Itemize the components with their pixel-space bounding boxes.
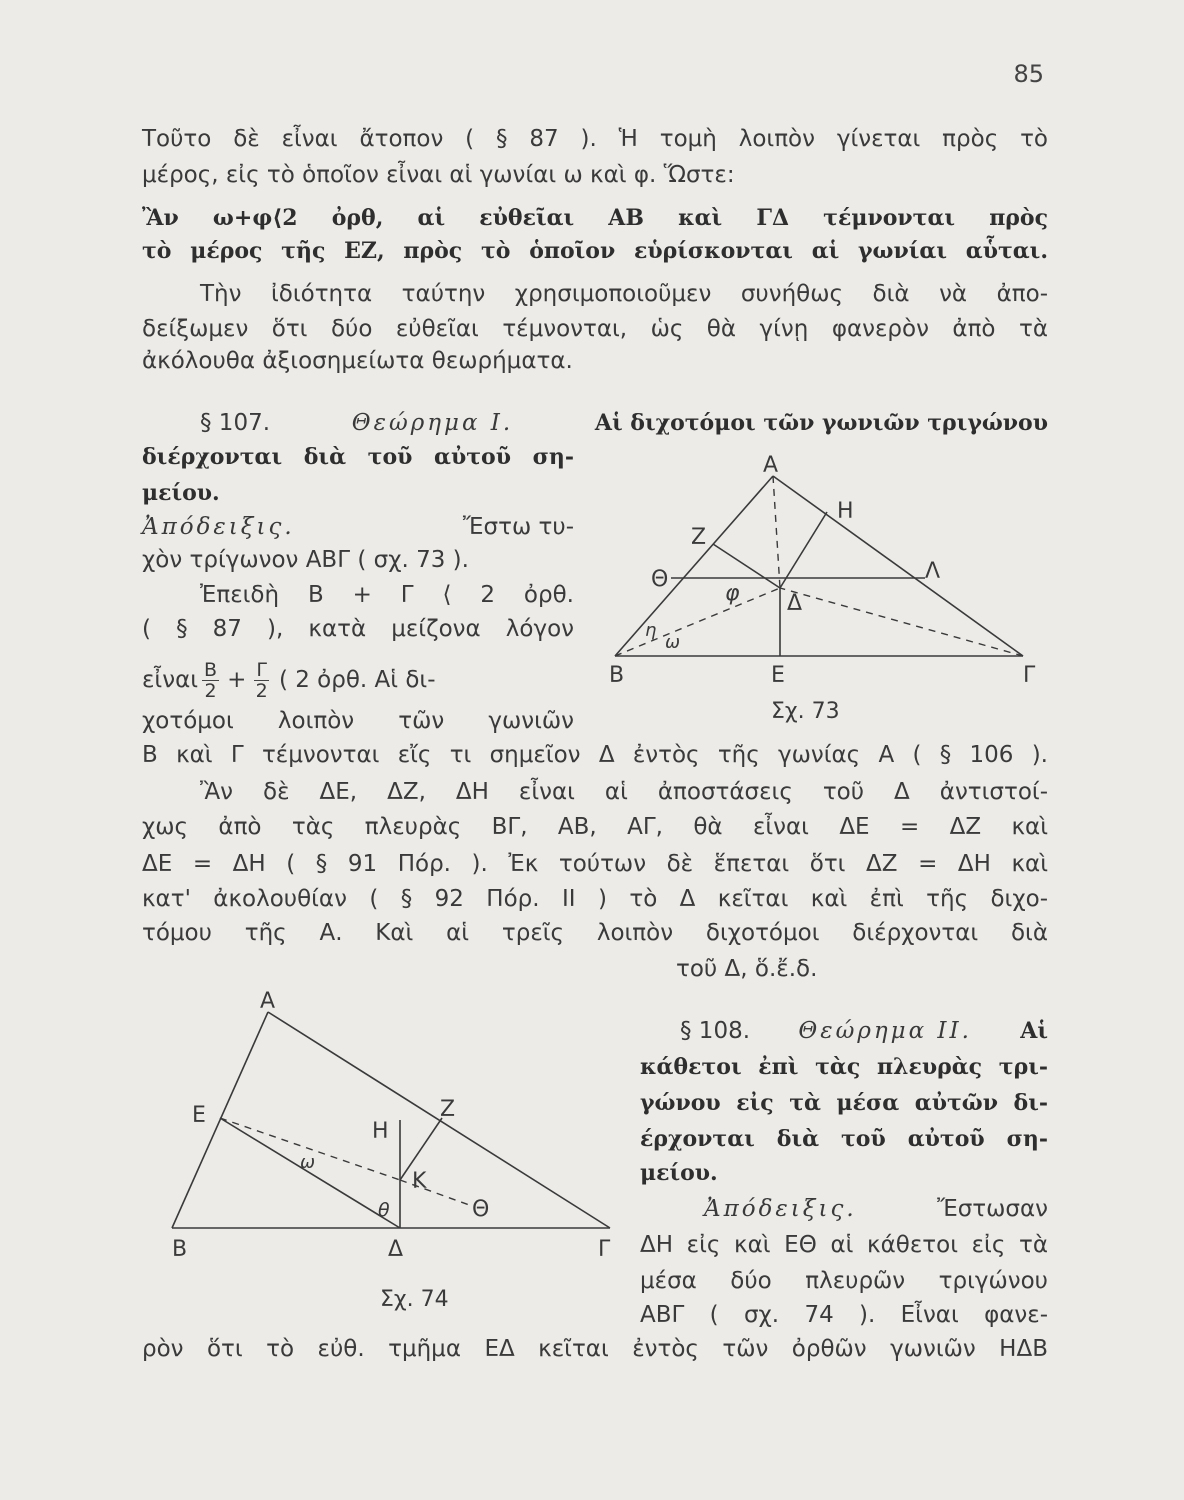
proof-line-1 <box>142 512 574 542</box>
label-theta-small: θ <box>378 1199 390 1221</box>
section-108-heading <box>680 1016 1048 1046</box>
perp-dz <box>713 544 780 588</box>
text-line-5: Τὴν ἰδιότητα ταύτην χρησιμοποιοῦμεν συνήθως διὰ νὰ ἀπο- <box>200 281 1048 307</box>
proof-line-9: χως ἀπὸ τὰς πλευρὰς ΒΓ, ΑΒ, ΑΓ, θὰ εἶναι ΔΕ = ΔΖ καὶ <box>142 814 1048 840</box>
theorem-statement-2: τὸ μέρος τῆς ΕΖ, πρὸς τὸ ὁποῖον εὑρίσκονται αἱ γωνίαι αὗται. <box>142 238 1048 264</box>
label-a: Α <box>763 453 779 478</box>
label-theta: Θ <box>651 567 669 592</box>
text-orth: ( 2 ὀρθ. Αἱ δι- <box>278 667 436 693</box>
label-e-74: Ε <box>192 1103 206 1128</box>
proof-line-3: Ἐπειδὴ Β + Γ ⟨ 2 ὀρθ. <box>200 582 574 608</box>
label-eta: η <box>645 620 657 641</box>
proof-label-2: Ἀπόδειξις. <box>704 1196 857 1222</box>
label-omega-74: ω <box>300 1152 316 1173</box>
label-d: Δ <box>787 591 803 616</box>
proof-line-7: Β καὶ Γ τέμνονται εἴς τι σημεῖον Δ ἐντὸς τῆς γωνίας Α ( § 106 ). <box>142 742 1048 768</box>
text-line-6: δείξωμεν ὅτι δύο εὐθεῖαι τέμνονται, ὡς θὰ γίνῃ φανερὸν ἀπὸ τὰ <box>142 316 1048 342</box>
perp-dh <box>780 512 827 588</box>
theorem-statement-1: Ἂν ω+φ⟨2 ὀρθ, αἱ εὐθεῖαι ΑΒ καὶ ΓΔ τέμνονται πρὸς <box>142 205 1048 231</box>
side-ab-74 <box>172 1012 268 1228</box>
proof-line-11: κατ' ἀκολουθίαν ( § 92 Πόρ. ΙΙ ) τὸ Δ κεῖται καὶ ἐπὶ τῆς διχο- <box>142 886 1048 912</box>
frac2-num: Γ <box>256 658 267 681</box>
bisector-b <box>615 588 780 656</box>
frac2-den: 2 <box>255 679 268 702</box>
fraction-b-over-2 <box>202 660 219 701</box>
proof-2-line-4: ΑΒΓ ( σχ. 74 ). Εἶναι φανε- <box>640 1302 1048 1328</box>
section-number-108: § 108. <box>680 1018 751 1044</box>
section-107-heading <box>200 408 1048 438</box>
label-z-74: Ζ <box>440 1097 456 1122</box>
text-line-2: μέρος, εἰς τὸ ὁποῖον εἶναι αἱ γωνίαι ω καὶ φ. Ὥστε: <box>142 162 735 188</box>
dash-k-theta <box>400 1180 472 1206</box>
label-d-74: Δ <box>388 1237 404 1262</box>
proof-2-line-3: μέσα δύο πλευρῶν τριγώνου <box>640 1268 1048 1294</box>
bisector-g <box>780 588 1023 656</box>
side-ag-74 <box>268 1012 610 1228</box>
label-g-74: Γ <box>598 1237 611 1262</box>
side-ab <box>615 476 773 656</box>
caption-73: Σχ. 73 <box>771 699 840 724</box>
theorem-text-3: μείου. <box>142 480 220 506</box>
proof-text: Ἔστω τυ- <box>462 514 574 540</box>
proof-line-13: τοῦ Δ, ὅ.ἔ.δ. <box>676 956 818 982</box>
label-b: Β <box>609 663 625 688</box>
proof-label: Ἀπόδειξις. <box>142 514 295 540</box>
figure-74 <box>150 990 630 1320</box>
theorem-text: Αἱ διχοτόμοι τῶν γωνιῶν τριγώνου <box>594 410 1048 436</box>
frac1-num: Β <box>204 658 218 681</box>
text-line-7: ἀκόλουθα ἀξιοσημείωτα θεωρήματα. <box>142 348 573 374</box>
fraction-g-over-2 <box>254 660 269 701</box>
proof-line-12: τόμου τῆς Α. Καὶ αἱ τρεῖς λοιπὸν διχοτόμοι διέρχονται διὰ <box>142 920 1048 946</box>
proof-2-text: Ἔστωσαν <box>937 1196 1048 1222</box>
label-h-74: Η <box>372 1119 389 1144</box>
theorem-2-line-3: γώνου εἰς τὰ μέσα αὐτῶν δι- <box>640 1090 1048 1116</box>
section-number: § 107. <box>200 410 271 436</box>
label-theta-74: Θ <box>472 1197 490 1222</box>
proof-line-6: χοτόμοι λοιπὸν τῶν γωνιῶν <box>142 708 574 734</box>
theorem-2-line-4: έρχονται διὰ τοῦ αὐτοῦ ση- <box>640 1126 1048 1152</box>
theorem-2-line-2: κάθετοι ἐπὶ τὰς πλευρὰς τρι- <box>640 1054 1048 1080</box>
text-einai: εἶναι <box>142 667 199 693</box>
caption-74: Σχ. 74 <box>380 1287 449 1312</box>
label-k-74: Κ <box>412 1169 427 1194</box>
proof-line-10: ΔΕ = ΔΗ ( § 91 Πόρ. ). Ἐκ τούτων δὲ ἕπεται ὅτι ΔΖ = ΔΗ καὶ <box>142 851 1048 877</box>
label-lambda: Λ <box>925 559 941 584</box>
proof-line-8: Ἂν δὲ ΔΕ, ΔΖ, ΔΗ εἶναι αἱ ἀποστάσεις τοῦ Δ ἀντιστοί- <box>200 779 1048 805</box>
label-phi: φ <box>725 581 740 606</box>
theorem-text-2: διέρχονται διὰ τοῦ αὐτοῦ ση- <box>142 444 574 470</box>
text-line-1: Τοῦτο δὲ εἶναι ἄτοπον ( § 87 ). Ἡ τομὴ λοιπὸν γίνεται πρὸς τὸ <box>142 126 1048 152</box>
proof-2-line-2: ΔΗ εἰς καὶ ΕΘ αἱ κάθετοι εἰς τὰ <box>640 1232 1048 1258</box>
side-ag <box>773 476 1023 656</box>
label-a-74: Α <box>260 990 276 1014</box>
figure-73 <box>595 450 1055 730</box>
theorem-title-2: Θεώρημα ΙΙ. <box>798 1018 972 1044</box>
page-number: 85 <box>1013 60 1044 88</box>
proof-line-2: χὸν τρίγωνον ΑΒΓ ( σχ. 73 ). <box>142 547 469 573</box>
frac1-den: 2 <box>204 679 217 702</box>
theorem-title: Θεώρημα Ι. <box>351 410 514 436</box>
label-g: Γ <box>1023 663 1036 688</box>
proof-line-5: εἶναι $\frac{B}{2}$ + $\frac{\Gamma}{2}$ ( 2 ὀρθ. Αἱ δι- <box>142 652 436 708</box>
bisector-a <box>773 476 780 588</box>
label-e: Ε <box>771 663 785 688</box>
proof-2-line-1 <box>704 1194 1048 1224</box>
theorem-2-text: Αἱ <box>1020 1018 1048 1044</box>
proof-2-line-5: ρὸν ὅτι τὸ εὐθ. τμῆμα ΕΔ κεῖται ἐντὸς τῶν ὀρθῶν γωνιῶν ΗΔΒ <box>142 1336 1048 1362</box>
theorem-2-line-5: μείου. <box>640 1160 718 1186</box>
label-h: Η <box>837 499 854 524</box>
label-omega: ω <box>665 632 681 653</box>
label-z: Ζ <box>691 525 707 550</box>
proof-line-4: ( § 87 ), κατὰ μείζονα λόγον <box>142 616 574 642</box>
label-b-74: Β <box>172 1237 188 1262</box>
